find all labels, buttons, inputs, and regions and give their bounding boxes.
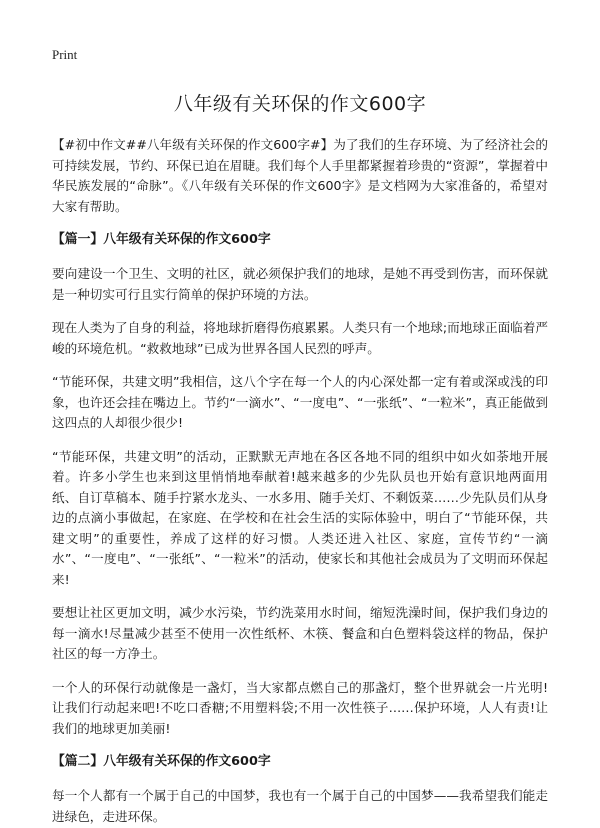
print-link[interactable]: Print bbox=[52, 47, 78, 62]
section1-paragraph: “节能环保，共建文明”的活动，正默默无声地在各区各地不同的组织中如火如荼地开展着。许多小学生也来到这里悄悄地奉献着!越来越多的少先队员也开始有意识地两面用纸、自订草稿本、随手拧紧水龙头、一水多用、随手关灯、不剩饭菜……少先队员们从身边的点滴小事做起，在家庭、在学校和在社会生活的实际体验中，明白了“节能环保，共建文明”的重要性，养成了这样的好习惯。人类还进入社区、家庭，宣传节约“一滴水”、“一度电”、“一张纸”、“一粒米”的活动，使家长和其他社会成员为了文明而环保起来! bbox=[52, 448, 548, 587]
section1-paragraph: 要想让社区更加文明，减少水污染，节约洗菜用水时间，缩短洗澡时间，保护我们身边的每一滴水!尽量减少甚至不使用一次性纸杯、木筷、餐盒和白色塑料袋这样的物品，保护社区的每一方净土。 bbox=[52, 605, 548, 661]
section1-paragraph: 一个人的环保行动就像是一盏灯，当大家都点燃自己的那盏灯，整个世界就会一片光明!让我们行动起来吧!不吃口香糖;不用塑料袋;不用一次性筷子……保护环境，人人有责!让我们的地球更加美丽! bbox=[52, 679, 548, 736]
section-heading-2: 【篇二】八年级有关环保的作文600字 bbox=[52, 754, 271, 769]
section-heading-1: 【篇一】八年级有关环保的作文600字 bbox=[52, 232, 271, 247]
intro-paragraph: 【#初中作文##八年级有关环保的作文600字#】为了我们的生存环境、为了经济社会的可持续发展，节约、环保已迫在眉睫。我们每个人手里都紧握着珍贵的“资源”，掌握着中华民族发展的“命脉”。《八年级有关环保的作文600字》是文档网为大家准备的，希望对大家有帮助。 bbox=[52, 137, 548, 214]
section1-paragraph: 现在人类为了自身的利益，将地球折磨得伤痕累累。人类只有一个地球;而地球正面临着严峻的环境危机。“救救地球”已成为世界各国人民烈的呼声。 bbox=[52, 320, 548, 356]
section2-paragraph: 每一个人都有一个属于自己的中国梦，我也有一个属于自己的中国梦——我希望我们能走进绿色，走进环保。 bbox=[52, 788, 548, 824]
section1-paragraph: “节能环保，共建文明”我相信，这八个字在每一个人的内心深处都一定有着或深或浅的印象，也许还会挂在嘴边上。节约“一滴水”、“一度电”、“一张纸”、“一粒米”，真正能做到这四点的人却很少很少! bbox=[52, 374, 548, 430]
page-title: 八年级有关环保的作文600字 bbox=[173, 93, 427, 115]
section1-paragraph: 要向建设一个卫生、文明的社区，就必须保护我们的地球，是她不再受到伤害，而环保就是一种切实可行且实行简单的保护环境的方法。 bbox=[52, 266, 548, 302]
